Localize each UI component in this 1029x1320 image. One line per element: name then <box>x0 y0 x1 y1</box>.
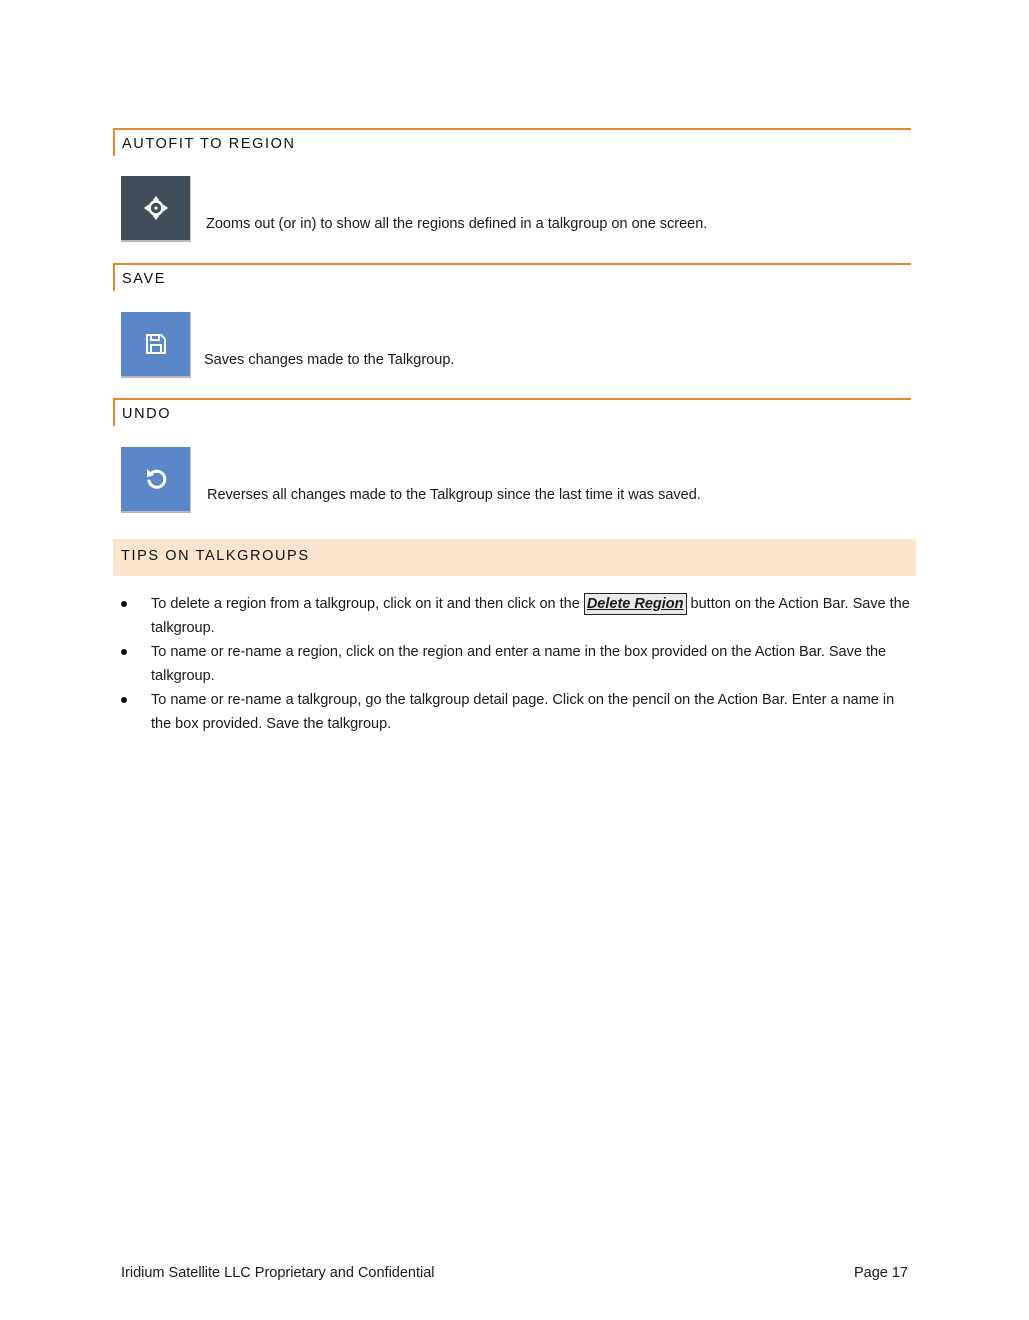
save-description: Saves changes made to the Talkgroup. <box>204 352 455 368</box>
tips-list <box>113 592 913 736</box>
tip-text: To name or re-name a region, click on the region and enter a name in the box provided on the Action Bar. Save the talkgroup. <box>151 644 887 684</box>
section-heading-save <box>113 263 911 291</box>
list-item <box>113 640 913 688</box>
bullet-icon <box>121 601 127 607</box>
save-button-image <box>121 312 191 378</box>
undo-arrow-icon <box>143 466 169 492</box>
save-floppy-icon <box>144 332 168 356</box>
list-item <box>113 592 913 640</box>
footer-confidential: Iridium Satellite LLC Proprietary and Confidential <box>121 1265 435 1281</box>
tips-heading <box>113 539 916 576</box>
bullet-icon <box>121 697 127 703</box>
autofit-button-image <box>121 176 191 242</box>
section-heading-text: UNDO <box>122 406 172 422</box>
tip-text: button on the Action Bar. Save the talkgroup. <box>151 596 910 636</box>
delete-region-chip: Delete Region <box>584 593 687 615</box>
list-item <box>113 688 913 736</box>
undo-description: Reverses all changes made to the Talkgroup since the last time it was saved. <box>207 487 701 503</box>
autofit-description: Zooms out (or in) to show all the regions defined in a talkgroup on one screen. <box>206 216 708 232</box>
tip-text: To delete a region from a talkgroup, click on it and then click on the <box>151 596 584 612</box>
section-heading-autofit <box>113 128 911 156</box>
tip-text: To name or re-name a talkgroup, go the talkgroup detail page. Click on the pencil on the Action Bar. Enter a name in the box provided. Save the talkgroup. <box>151 692 895 732</box>
footer-page-number: Page 17 <box>853 1265 908 1281</box>
bullet-icon <box>121 649 127 655</box>
tips-heading-text: TIPS ON TALKGROUPS <box>121 548 310 564</box>
autofit-crosshair-icon <box>143 195 169 221</box>
section-heading-text: AUTOFIT TO REGION <box>122 136 296 152</box>
section-heading-undo <box>113 398 911 426</box>
section-heading-text: SAVE <box>122 271 167 287</box>
undo-button-image <box>121 447 191 513</box>
